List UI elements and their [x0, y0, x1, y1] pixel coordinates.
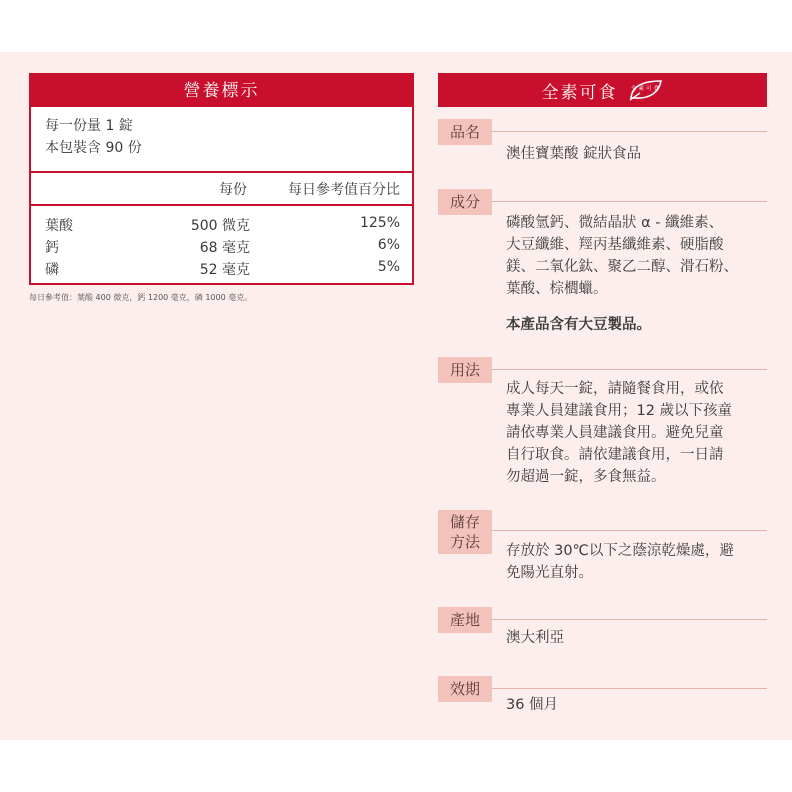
ingredients-text — [506, 212, 770, 300]
usage-text — [506, 378, 770, 488]
shelf-life-text — [506, 694, 770, 716]
tag-origin: 產地 — [438, 607, 492, 633]
section-divider — [492, 369, 767, 370]
nutrient-pct: 125% — [359, 215, 400, 231]
tag-usage: 用法 — [438, 357, 492, 383]
text-line: 葉酸、棕櫚蠟。 — [506, 281, 608, 297]
nutrient-name: 葉酸 — [45, 218, 73, 234]
text-line: 成人每天一錠，請隨餐食用，或依 — [506, 381, 724, 397]
vegan-banner — [438, 73, 767, 107]
banner-title: 全素可食 — [541, 82, 618, 103]
nutrient-name: 鈣 — [45, 240, 59, 256]
text-line: 存放於 30℃以下之蔭涼乾燥處，避 — [506, 543, 734, 559]
tag-shelf-life: 效期 — [438, 676, 492, 702]
nutrient-pct: 6% — [377, 237, 400, 253]
tag-line: 儲存 — [449, 513, 480, 531]
section-divider — [492, 530, 767, 531]
svg-text:全素可食: 全素可食 — [630, 86, 661, 92]
table-row — [31, 215, 412, 237]
product-name-text — [506, 143, 770, 165]
tag-storage — [438, 510, 492, 554]
section-divider — [492, 131, 767, 132]
nutrient-name: 磷 — [45, 262, 59, 278]
nutrient-pct: 5% — [377, 259, 400, 275]
nutrition-table — [29, 73, 414, 285]
origin-text — [506, 627, 770, 649]
text-line: 請依專業人員建議食用。避免兒童 — [506, 425, 724, 441]
leaf-icon — [628, 79, 664, 101]
text-line: 鎂、二氧化鈦、聚乙二醇、滑石粉、 — [506, 259, 738, 275]
text-line: 勿超過一錠，多食無益。 — [506, 469, 666, 485]
text-line: 專業人員建議食用；12 歲以下孩童 — [506, 403, 733, 419]
nutrition-title: 營養標示 — [31, 75, 412, 107]
nutrient-amount: 52 毫克 — [199, 262, 250, 278]
tag-product-name: 品名 — [438, 119, 492, 145]
storage-text — [506, 540, 770, 584]
section-divider — [492, 619, 767, 620]
servings-per-pack: 本包裝含 90 份 — [45, 140, 142, 156]
serving-info — [31, 107, 412, 171]
text-line: 澳大利亞 — [506, 630, 564, 646]
text-line: 澳佳寶葉酸 錠狀食品 — [506, 146, 642, 162]
table-header-row — [31, 173, 412, 204]
text-line: 免陽光直射。 — [506, 565, 593, 581]
nutrition-footnote: 每日參考值：葉酸 400 微克，鈣 1200 毫克，磷 1000 毫克。 — [29, 293, 253, 302]
nutrient-amount: 500 微克 — [190, 218, 250, 234]
tag-line: 方法 — [449, 533, 480, 551]
text-line: 36 個月 — [506, 697, 559, 713]
text-line: 大豆纖維、羥丙基纖維素、硬脂酸 — [506, 237, 724, 253]
serving-size: 每一份量 1 錠 — [45, 118, 133, 134]
section-divider — [492, 688, 767, 689]
table-row — [31, 237, 412, 259]
col-per-serving: 每份 — [219, 182, 247, 198]
tag-ingredients: 成分 — [438, 189, 492, 215]
text-line: 自行取食。請依建議食用，一日請 — [506, 447, 724, 463]
col-daily-pct: 每日參考值百分比 — [288, 182, 400, 198]
nutrient-amount: 68 毫克 — [199, 240, 250, 256]
table-row — [31, 259, 412, 281]
nutrient-rows — [31, 206, 412, 281]
text-line: 磷酸氫鈣、微結晶狀 α - 纖維素、 — [506, 215, 724, 231]
section-divider — [492, 201, 767, 202]
soy-notice: 本產品含有大豆製品。 — [506, 317, 651, 333]
